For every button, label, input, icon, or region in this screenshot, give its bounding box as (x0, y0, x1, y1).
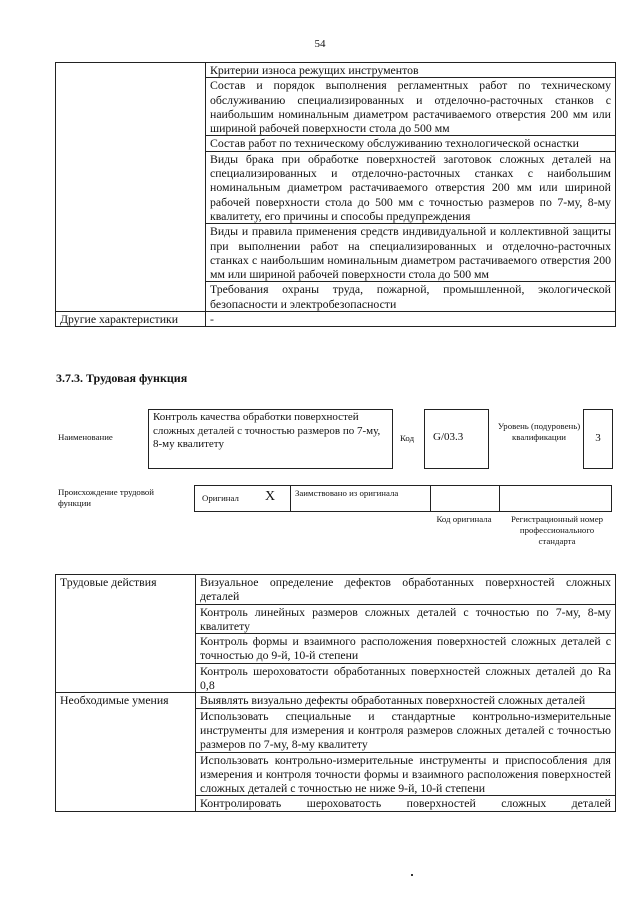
function-name-box: Контроль качества обработки поверхностей сложных деталей с точностью размеров по 7-му, 8-му квалитету (148, 409, 393, 469)
table-cell: Виды брака при обработке поверхностей заготовок сложных деталей на специализированных и отделочно-расточных станках с наибольшим номинальным диаметром растачиваемого отверстия 200 мм или шириной рабочей поверхности стола до 500 мм с точностью размеров по 7-му, 8-му квалитету, его причины и способы предупреждения (206, 151, 616, 223)
original-mark: X (265, 489, 276, 504)
name-label: Наименование (58, 432, 113, 442)
table-cell: Состав и порядок выполнения регламентных работ по техническому обслуживанию специализированных и отделочно-расточных станков с наибольшим номинальным диаметром растачиваемого отверстия 200 мм или шириной рабочей поверхности стола до 500 мм (206, 78, 616, 136)
row-label-actions: Трудовые действия (56, 575, 196, 693)
table-cell: Контроль формы и взаимного расположения поверхностей сложных деталей с точностью до 9-й, 10-й степени (196, 634, 616, 664)
reg-number-label: Регистрационный номер профессионального стандарта (510, 514, 603, 546)
table-cell: Контроль линейных размеров сложных деталей с точностью по 7-му, 8-му квалитету (196, 604, 616, 634)
table-row (56, 312, 616, 327)
row-label-cell (56, 63, 206, 312)
scan-dot (411, 874, 413, 876)
code-label: Код (400, 433, 415, 443)
table-row (56, 693, 616, 708)
page-number: 54 (314, 38, 326, 50)
borrowed-label: Заимствовано из оригинала (295, 488, 399, 498)
table-cell: - (206, 312, 616, 327)
table-cell: Требования охраны труда, пожарной, промышленной, экологической безопасности и электробезопасности (206, 282, 616, 312)
divider (430, 486, 431, 512)
table-cell: Состав работ по техническому обслуживанию технологической оснастки (206, 136, 616, 151)
knowledge-table (55, 62, 616, 327)
table-cell: Выявлять визуально дефекты обработанных поверхностей сложных деталей (196, 693, 616, 708)
table-cell: Виды и правила применения средств индивидуальной и коллективной защиты при выполнении работ на специализированных и отделочно-расточных станках с наибольшим номинальным диаметром растачиваемого отверстия 200 мм или шириной рабочей поверхности стола до 500 мм (206, 224, 616, 282)
section-title: 3.7.3. Трудовая функция (56, 371, 188, 385)
code-box: G/03.3 (424, 409, 489, 469)
divider (290, 486, 291, 512)
table-cell: Использовать контрольно-измерительные инструменты и приспособления для измерения и контроля точности формы и взаимного расположения поверхностей сложных деталей с точностью не ниже 9-й, 10-й степени (196, 752, 616, 796)
original-label: Оригинал (202, 493, 239, 503)
table-cell: Визуальное определение дефектов обработанных поверхностей сложных деталей (196, 575, 616, 605)
row-label-skills: Необходимые умения (56, 693, 196, 811)
level-box: 3 (583, 409, 613, 469)
table-cell: Контролировать шероховатость поверхностей сложных деталей (196, 796, 616, 811)
origin-label: Происхождение трудовой функции (58, 487, 155, 508)
level-label: Уровень (подуровень) квалификации (497, 421, 581, 442)
table-cell: Использовать специальные и стандартные контрольно-измерительные инструменты для измерения и контроля размеров сложных деталей с точностью размеров по 7-му, 8-му квалитету (196, 708, 616, 752)
divider (499, 486, 500, 512)
origin-row (194, 485, 612, 512)
table-row (56, 63, 616, 78)
row-label-other: Другие характеристики (56, 312, 206, 327)
table-cell: Контроль шероховатости обработанных поверхностей сложных деталей до Ra 0,8 (196, 663, 616, 693)
original-code-label: Код оригинала (436, 514, 492, 524)
table-cell: Критерии износа режущих инструментов (206, 63, 616, 78)
table-row (56, 575, 616, 605)
labor-function-table (55, 574, 616, 812)
